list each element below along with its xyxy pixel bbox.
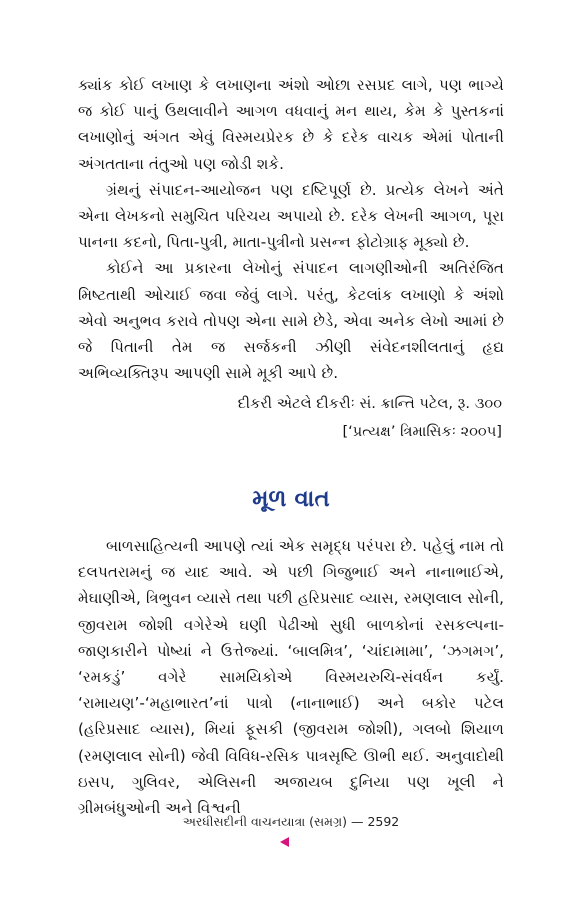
article-top-text bbox=[78, 72, 504, 386]
article-bottom-text bbox=[78, 533, 504, 821]
book-citation: દીકરી એટલે દીકરીઃ સં. ક્રાન્તિ પટેલ, રૂ. ૩૦૦ bbox=[237, 395, 502, 412]
paragraph-2: ગ્રંથનું સંપાદન-આયોજન પણ દષ્ટિપૂર્ણ છે. પ્રત્યેક લેખને અંતે એના લેખકનો સમુચિત પરિચય અપાયો છે. દરેક લેખની આગળ, પૂરા પાનના કદનો, પિતા-પુત્રી, માતા-પુત્રીનો પ્રસન્ન ફોટોગ્રાફ મૂક્યો છે. bbox=[78, 180, 504, 252]
section-heading: મૂળ વાત bbox=[252, 486, 330, 512]
paragraph-1: ક્યાંક કોઈ લખાણ કે લખાણના અંશો ઓછા રસપ્રદ લાગે, પણ ભાગ્યે જ કોઈ પાનું ઉથલાવીને આગળ વધવાનું મન થાય, કેમ કે પુસ્તકનાં લખાણોનું અંગત એવું વિસ્મયપ્રેરક છે કે દરેક વાચક એમાં પોતાની અંગતતાના તંતુઓ પણ જોડી શકે. bbox=[78, 76, 504, 173]
triangle-left-icon[interactable] bbox=[280, 837, 289, 847]
paragraph-4: બાળસાહિત્યની આપણે ત્યાં એક સમૃદ્ધ પરંપરા છે. પહેલું નામ તો દલપતરામનું જ યાદ આવે. એ પછી ગિજુભાઈ અને નાનાભાઈએ, મેઘાણીએ, ત્રિભુવન વ્યાસે તથા પછી હરિપ્રસાદ વ્યાસ, રમણલાલ સોની, જીવરામ જોશી વગેરેએ ઘણી પેઢીઓ સુધી બાળકોનાં રસકલ્પના-જાણકારીને પોષ્યાં ને ઉત્તેજ્યાં. ‘બાલમિત્ર’, ‘ચાંદામામા’, ‘ઝગમગ’, ‘રમકડું’ વગેરે સામયિકોએ વિસ્મયરુચિ-સંવર્ધન કર્યું. ‘રામાયણ’-‘મહાભારત’નાં પાત્રો (નાનાભાઈ) અને બકોર પટેલ (હરિપ્રસાદ વ્યાસ), મિયાં ફૂસકી (જીવરામ જોશી), ગલબો શિયાળ (રમણલાલ સોની) જેવી વિવિધ-રસિક પાત્રસૃષ્ટિ ઊભી થઈ. અનુવાદોથી ઇસપ, ગુલિવર, એલિસની અજાયબ દુનિયા પણ ખૂલી ને ગ્રીમબંધુઓની અને વિશ્વની bbox=[78, 537, 504, 818]
page-footer: અરધીસદીની વાચનયાત્રા (સમગ્ર) — 2592 bbox=[182, 814, 400, 829]
publication-citation: [‘પ્રત્યક્ષ’ ત્રિમાસિકઃ ૨૦૦૫] bbox=[342, 423, 502, 440]
paragraph-3: કોઈને આ પ્રકારના લેખોનું સંપાદન લાગણીઓની અતિરંજિત મિષ્ટતાથી ઓચાઈ જવા જેવું લાગે. પરંતુ, કેટલાંક લખાણો કે અંશો એવો અનુભવ કરાવે તોપણ એના સામે છેડે, એવા અનેક લેખો આમાં છે જે પિતાની તેમ જ સર્જકની ઝીણી સંવેદનશીલતાનું હૃદ્ય અભિવ્યક્તિરૂપ આપણી સામે મૂકી આપે છે. bbox=[78, 259, 504, 383]
